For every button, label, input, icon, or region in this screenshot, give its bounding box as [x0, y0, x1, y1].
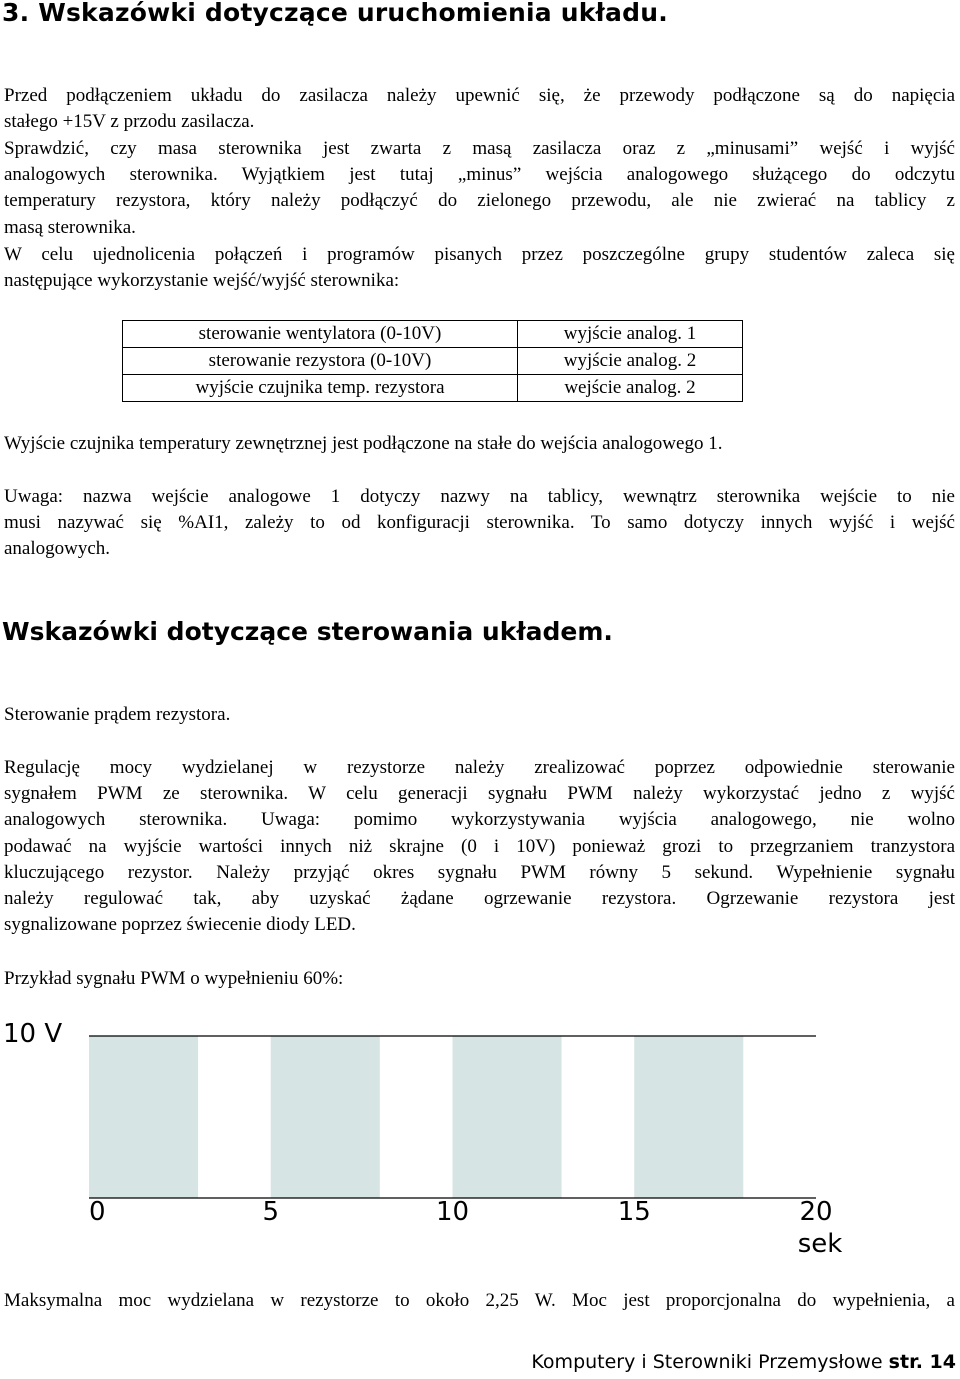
text-line: Sterowanie prądem rezystora.: [4, 704, 231, 725]
text-line: następujące wykorzystanie wejść/wyjść sterownika:: [4, 270, 400, 292]
paragraph-pwm-example: [4, 966, 955, 992]
page-footer: [531, 1351, 956, 1373]
table-row: [123, 375, 743, 402]
pwm-high-segment-1: [89, 1036, 198, 1198]
text-line: Przed podłączeniem układu do zasilacza należy upewnić się, że przewody podłączone są do napięcia: [4, 85, 955, 106]
text-line: masą sterownika.: [4, 216, 136, 238]
text-line: analogowych.: [4, 538, 111, 560]
paragraph-note-naming: [4, 484, 955, 563]
pwm-chart: [0, 1010, 960, 1260]
text-line: Przykład sygnału PWM o wypełnieniu 60%:: [4, 968, 344, 989]
text-line: należy regulować tak, aby uzyskać żądane ogrzewanie rezystora. Ogrzewanie rezystora jest: [4, 888, 955, 910]
text-line: Regulację mocy wydzielanej w rezystorze należy zrealizować poprzez odpowiednie sterowanie: [4, 757, 955, 778]
section2-title: Wskazówki dotyczące sterowania układem.: [2, 617, 613, 646]
table-row: [123, 348, 743, 375]
text-line: kluczującego rezystor. Należy przyjąć okres sygnału PWM równy 5 sekund. Wypełnienie sygnału: [4, 861, 955, 883]
paragraph-pwm-control: [4, 755, 955, 938]
io-assignment-table: [122, 320, 743, 402]
paragraph-io-intro: [4, 242, 955, 294]
text-line: Uwaga: nazwa wejście analogowe 1 dotyczy nazwy na tablicy, wewnątrz sterownika wejście to nie: [4, 486, 955, 507]
x-tick-label: 0: [89, 1197, 106, 1227]
text-line: Sprawdzić, czy masa sterownika jest zwarta z masą zasilacza oraz z „minusami” wejść i wyjść: [4, 138, 955, 159]
text-line: Maksymalna moc wydzielana w rezystorze to około 2,25 W. Moc jest proporcjonalna do wypełnienia, a: [4, 1290, 955, 1311]
x-tick-label: 15: [617, 1197, 651, 1227]
paragraph-max-power: [4, 1288, 955, 1314]
table-cell: wyjście analog. 2: [518, 348, 743, 375]
text-line: stałego +15V z przodu zasilacza.: [4, 111, 255, 133]
text-line: analogowych sterownika. Uwaga: pomimo wykorzystywania wyjścia analogowego, nie wolno: [4, 809, 955, 831]
text-line: podawać na wyjście wartości innych niż skrajne (0 i 10V) ponieważ grozi to przegrzaniem tranzystora: [4, 835, 955, 857]
x-unit-label: sek: [797, 1229, 843, 1259]
table-row: [123, 321, 743, 348]
footer-text: Komputery i Sterowniki Przemysłowe: [531, 1351, 889, 1373]
pwm-high-segment-4: [634, 1036, 743, 1198]
paragraph-ground-check: [4, 136, 955, 241]
pwm-high-segment-2: [271, 1036, 380, 1198]
text-line: sygnalizowane poprzez świecenie diody LED.: [4, 914, 356, 936]
page-number: str. 14: [888, 1351, 956, 1373]
pwm-high-segment-3: [453, 1036, 562, 1198]
text-line: musi nazywać się %AI1, zależy to od konfiguracji sterownika. To samo dotyczy innych wyjść i wejść: [4, 512, 955, 534]
table-cell: wejście analog. 2: [518, 375, 743, 402]
table-cell: wyjście analog. 1: [518, 321, 743, 348]
table-cell: wyjście czujnika temp. rezystora: [123, 375, 518, 402]
y-level-label: 10 V: [3, 1019, 63, 1049]
paragraph-power-check: [4, 83, 955, 135]
text-line: analogowych sterownika. Wyjątkiem jest tutaj „minus” wejścia analogowego służącego do odczytu: [4, 164, 955, 186]
table-cell: sterowanie rezystora (0-10V): [123, 348, 518, 375]
paragraph-external-sensor: [4, 431, 955, 457]
text-line: sygnałem PWM ze sterownika. W celu generacji sygnału PWM należy wykorzystać jedno z wyjść: [4, 783, 955, 805]
paragraph-subheading: [4, 702, 955, 728]
x-tick-label: 20: [799, 1197, 833, 1227]
text-line: Wyjście czujnika temperatury zewnętrznej jest podłączone na stałe do wejścia analogowego 1.: [4, 433, 723, 454]
table-cell: sterowanie wentylatora (0-10V): [123, 321, 518, 348]
text-line: temperatury rezystora, który należy podłączyć do zielonego przewodu, ale nie zwierać na tablicy z: [4, 190, 955, 212]
x-tick-label: 10: [435, 1197, 470, 1227]
text-line: W celu ujednolicenia połączeń i programów pisanych przez poszczególne grupy studentów zaleca się: [4, 244, 955, 265]
section-title: 3. Wskazówki dotyczące uruchomienia układu.: [2, 0, 668, 27]
x-tick-label: 5: [262, 1197, 280, 1227]
